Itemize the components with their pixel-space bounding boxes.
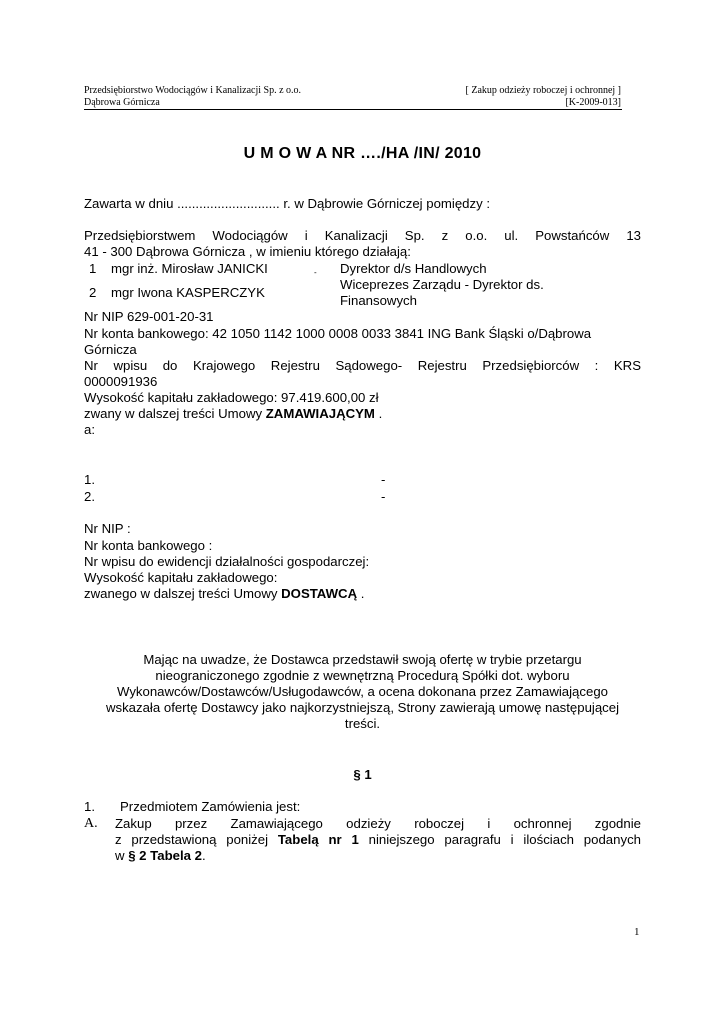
section-heading: § 1 xyxy=(353,767,372,782)
intro-line: Zawarta w dniu ............................ r. w Dąbrowie Górniczej pomiędzy : xyxy=(84,196,491,211)
party1-called-prefix: zwany w dalszej treści Umowy xyxy=(84,406,266,421)
party2-called-bold: DOSTAWCĄ xyxy=(281,586,358,601)
party2-row1-dash: - xyxy=(381,472,386,487)
party1-bank-line1: Nr konta bankowego: 42 1050 1142 1000 0008 0033 3841 ING Bank Śląski o/Dąbrowa xyxy=(84,326,592,341)
party2-capital: Wysokość kapitału zakładowego: xyxy=(84,570,278,585)
party2-nip: Nr NIP : xyxy=(84,521,131,536)
preamble-line5: treści. xyxy=(344,716,381,731)
item1-number: 1. xyxy=(84,799,95,814)
party2-called-suffix: . xyxy=(357,586,365,601)
party2-row2-number: 2. xyxy=(84,489,95,504)
party1-krs-line2: 0000091936 xyxy=(84,374,158,389)
itemA-line2 xyxy=(115,832,641,848)
party2-called-prefix: zwanego w dalszej treści Umowy xyxy=(84,586,282,601)
rep2-role-line2: Finansowych xyxy=(340,293,417,308)
party2-bank: Nr konta bankowego : xyxy=(84,538,213,553)
party2-register: Nr wpisu do ewidencji działalności gospodarczej: xyxy=(84,554,370,569)
preamble-line3: Wykonawców/Dostawców/Usługodawców, a ocena dokonana przez Zamawiającego xyxy=(116,684,608,699)
party2-row1-number: 1. xyxy=(84,472,95,487)
preamble-line2: nieograniczonego zgodnie z wewnętrzną Procedurą Spółki dot. wyboru xyxy=(155,668,570,683)
itemA-line3-prefix: w xyxy=(115,848,129,863)
itemA-line3-suffix: . xyxy=(201,848,206,863)
header-right-line2: [K-2009-013] xyxy=(565,97,621,108)
party1-krs-line1: Nr wpisu do Krajowego Rejestru Sądowego- Rejestru Przedsiębiorców : KRS xyxy=(84,358,641,373)
rep1-separator: - xyxy=(314,268,317,277)
header-left-line1: Przedsiębiorstwo Wodociągów i Kanalizacji Sp. z o.o. xyxy=(84,85,302,96)
header-rule xyxy=(84,109,622,110)
itemA-line2-prefix: z przedstawioną poniżej xyxy=(115,832,278,847)
party1-line2: 41 - 300 Dąbrowa Górnicza , w imieniu którego działają: xyxy=(84,244,411,259)
party1-capital: Wysokość kapitału zakładowego: 97.419.600,00 zł xyxy=(84,390,379,405)
party2-row2-dash: - xyxy=(381,489,386,504)
itemA-line3 xyxy=(115,848,206,864)
party1-called-bold: ZAMAWIAJĄCYM xyxy=(265,406,375,421)
party1-bank-line2: Górnicza xyxy=(84,342,137,357)
header-right-line1: [ Zakup odzieży roboczej i ochronnej ] xyxy=(465,85,621,96)
preamble-line4: wskazała ofertę Dostawcy jako najkorzystniejszą, Strony zawierają umowę następującej xyxy=(105,700,620,715)
page-title: U M O W A NR …./HA /IN/ 2010 xyxy=(243,145,482,162)
rep2-number: 2 xyxy=(89,285,97,300)
party1-called xyxy=(84,406,382,422)
itemA-line1: Zakup przez Zamawiającego odzieży roboczej i ochronnej zgodnie xyxy=(115,816,641,831)
page-number: 1 xyxy=(634,926,640,938)
itemA-line3-bold: § 2 Tabela 2 xyxy=(128,848,202,863)
rep1-name: mgr inż. Mirosław JANICKI xyxy=(111,261,268,276)
rep2-name: mgr Iwona KASPERCZYK xyxy=(111,285,265,300)
rep1-number: 1 xyxy=(89,261,97,276)
party2-called xyxy=(84,586,364,602)
party1-a: a: xyxy=(84,422,95,437)
party1-nip: Nr NIP 629-001-20-31 xyxy=(84,309,214,324)
rep2-role-line1: Wiceprezes Zarządu - Dyrektor ds. xyxy=(340,277,544,292)
itemA-line2-suffix: niniejszego paragrafu i ilościach podanych xyxy=(358,832,641,847)
itemA-number: A. xyxy=(84,816,98,831)
preamble-line1: Mając na uwadze, że Dostawca przedstawił swoją ofertę w trybie przetargu xyxy=(143,652,582,667)
item1-text: Przedmiotem Zamówienia jest: xyxy=(120,799,301,814)
party1-line1: Przedsiębiorstwem Wodociągów i Kanalizacji Sp. z o.o. ul. Powstańców 13 xyxy=(84,228,641,243)
rep1-role: Dyrektor d/s Handlowych xyxy=(340,261,487,276)
party1-called-suffix: . xyxy=(374,406,383,421)
itemA-line2-bold: Tabelą nr 1 xyxy=(277,832,359,847)
header-left-line2: Dąbrowa Górnicza xyxy=(84,97,160,108)
